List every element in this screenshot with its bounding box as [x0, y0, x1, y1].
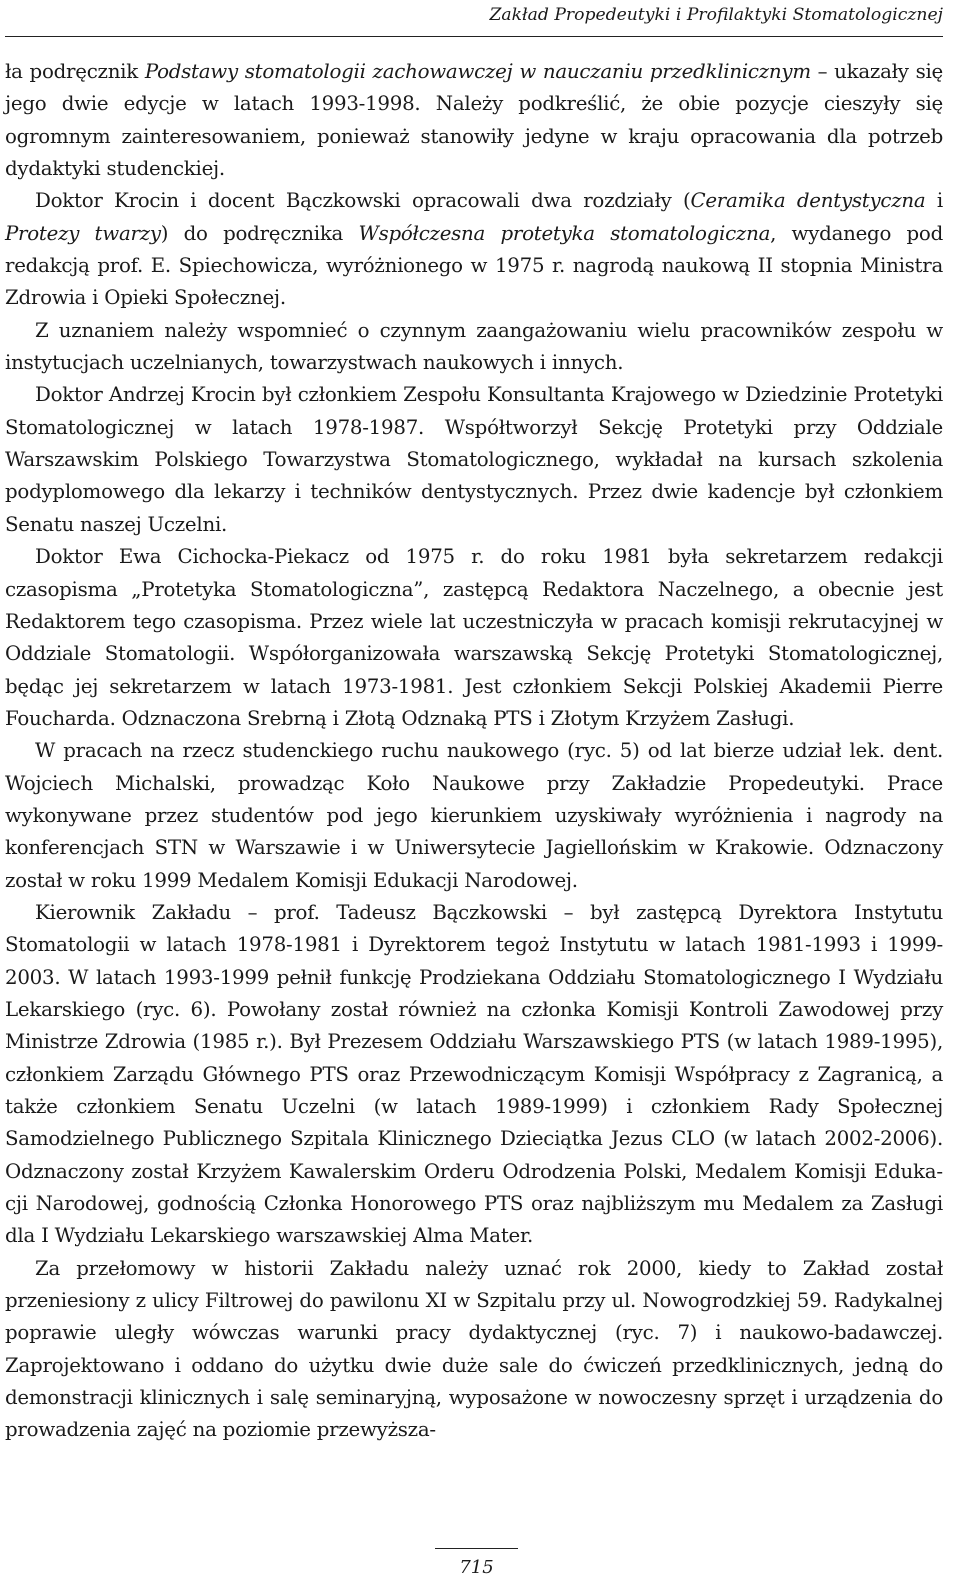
text-span: ła podręcznik [5, 60, 145, 83]
paragraph [5, 379, 943, 541]
page-number: 715 [459, 1557, 494, 1578]
paragraph [5, 897, 943, 1253]
text-span: ) do podręcznika [160, 221, 359, 245]
text-span: , wydanego pod redakcją prof. E. Spiechowicza, wyróżnionego w 1975 r. nagrodą naukową II stopnia Ministra Zdrowia i Opieki Społecznej. [5, 221, 943, 310]
text-span: i [925, 189, 943, 213]
paragraph [5, 1253, 943, 1447]
paragraph [5, 56, 943, 185]
paragraph [5, 735, 943, 897]
book-title: Współczesna protetyka stomatologiczna [358, 221, 771, 245]
text-span: Z uznaniem należy wspomnieć o czynnym zaangażowaniu wielu pracowników zespołu w instytucjach uczelnianych, towarzystwach naukowych i innych. [5, 318, 943, 375]
text-span: Za przełomowy w historii Zakładu należy uznać rok 2000, kiedy to Zakład został przeniesiony z ulicy Filtrowej do pawilonu XI w Szpitalu przy ul. Nowogrodzkiej 59. Radykalnej poprawie uległy wówczas warunki pracy dydaktycznej (ryc. 7) i naukowo-badawczej. Zaprojektowano i oddano do użytku dwie duże sale do ćwiczeń przedklinicznych, jedną do demonstracji klinicznych i salę seminaryjną, wyposażone w nowoczesny sprzęt i urządzenia do prowadzenia zajęć na poziomie przewyższa- [5, 1256, 943, 1442]
body-text [5, 56, 943, 1447]
text-span: Doktor Andrzej Krocin był członkiem Zespołu Konsultanta Krajowego w Dziedzinie Protetyki Stomatologicznej w latach 1978-1987. Współtworzył Sekcję Protetyki przy Oddziale Warszawskim Polskiego Towarzystwa Stomatologicznego, wykładał na kursach szkolenia podyplomowego dla lekarzy i techników dentystycznych. Przez dwie kadencje był członkiem Senatu naszej Uczelni. [5, 383, 943, 536]
text-span: – ukazały się jego dwie edycje w latach 1993-1998. Należy podkreślić, że obie pozycje cieszyły się ogromnym zainteresowaniem, ponieważ stanowiły jedyne w kraju opracowania dla potrzeb dydaktyki studenckiej. [5, 60, 943, 181]
header-rule [5, 36, 943, 37]
running-header: Zakład Propedeutyki i Profilaktyki Stomatologicznej [489, 5, 943, 25]
book-title: Podstawy stomatologii zachowawczej w nauczaniu przedklinicznym [144, 60, 811, 83]
chapter-title: Ceramika dentystyczna [690, 189, 926, 213]
chapter-title: Protezy twarzy [5, 221, 161, 245]
text-span: W pracach na rzecz studenckiego ruchu naukowego (ryc. 5) od lat bierze udział lek. dent. Wojciech Michalski, prowadząc Koło Naukowe przy Zakładzie Propedeutyki. Prace wykonywane przez studentów pod jego kierunkiem uzyskiwały wyróżnienia i nagrody na konferencjach STN w Warszawie i w Uniwersytecie Jagiellońskim w Krakowie. Odznaczony został w roku 1999 Medalem Komisji Edukacji Narodowej. [5, 739, 943, 892]
text-span: Doktor Krocin i docent Bączkowski opracowali dwa rozdziały ( [35, 189, 691, 213]
paragraph [5, 185, 943, 314]
footer-rule [435, 1548, 518, 1549]
text-span: Kierownik Zakładu – prof. Tadeusz Bączkowski – był zastępcą Dyrektora Instytutu Stomatologii w latach 1978-1981 i Dyrektorem tegoż Instytutu w latach 1981-1993 i 1999-2003. W latach 1993-1999 pełnił funkcję Prodziekana Oddziału Stomatologicznego I Wydziału Lekarskiego (ryc. 6). Powołany został również na członka Komisji Kontroli Zawodowej przy Ministrze Zdrowia (1985 r.). Był Prezesem Oddziału Warszawskiego PTS (w latach 1989-1995), członkiem Zarządu Głównego PTS oraz Przewodniczącym Komisji Współpracy z Zagranicą, a także członkiem Senatu Uczelni (w latach 1989-1999) i członkiem Rady Społecznej Samodzielnego Publicznego Szpitala Klinicznego Dzieciątka Jezus CLO (w latach 2002-2006). Odznaczony został Krzyżem Kawalerskim Orderu Odrodzenia Polski, Medalem Komisji Edukacji Narodowej, godnością Członka Honorowego PTS oraz najbliższym mu Medalem za Zasługi dla I Wydziału Lekarskiego warszawskiej Alma Mater. [5, 900, 943, 1248]
text-span: Doktor Ewa Cichocka-Piekacz od 1975 r. do roku 1981 była sekretarzem redakcji czasopisma „Protetyka Stomatologiczna”, zastępcą Redaktora Naczelnego, a obecnie jest Redaktorem tego czasopisma. Przez wiele lat uczestniczyła w pracach komisji rekrutacyjnej w Oddziale Stomatologii. Współorganizowała warszawską Sekcję Protetyki Stomatologicznej, będąc jej sekretarzem w latach 1973-1981. Jest członkiem Sekcji Polskiej Akademii Pierre Foucharda. Odznaczona Srebrną i Złotą Odznaką PTS i Złotym Krzyżem Zasługi. [5, 545, 943, 730]
paragraph [5, 315, 943, 380]
paragraph [5, 541, 943, 735]
